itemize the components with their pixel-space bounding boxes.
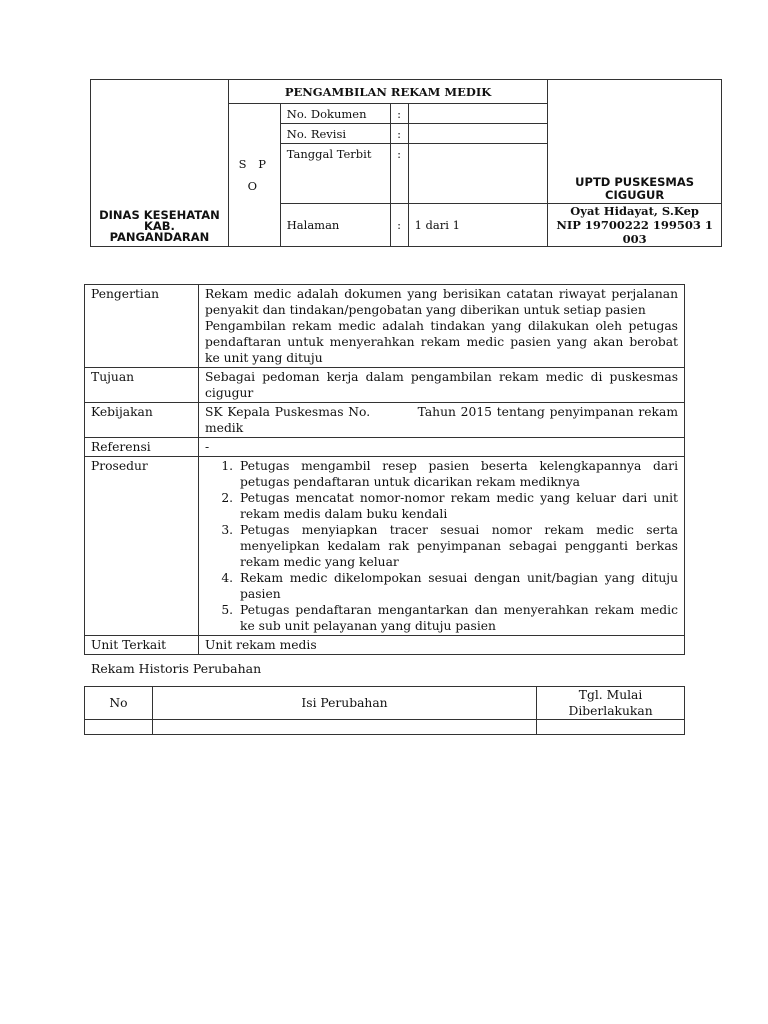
field-colon: :	[390, 124, 408, 144]
prosedur-step: 1. Petugas mengambil resep pasien beserta kelengkapannya dari petugas pendaftaran untuk dicarikan rekam mediknya	[237, 458, 678, 490]
field-value-no-revisi	[408, 124, 548, 144]
doc-title: PENGAMBILAN REKAM MEDIK	[228, 80, 547, 104]
spo-content-table	[84, 284, 685, 655]
field-colon: :	[390, 144, 408, 204]
value-kebijakan: SK Kepala Puskesmas No. Tahun 2015 tentang penyimpanan rekam medik	[199, 403, 685, 438]
right-org-line2: CIGUGUR	[605, 188, 665, 202]
right-org-line1: UPTD PUSKESMAS	[575, 175, 695, 189]
history-col-no: No	[85, 687, 153, 720]
field-label-tanggal-terbit: Tanggal Terbit	[280, 144, 390, 204]
row-tujuan	[85, 368, 685, 403]
history-table	[84, 686, 685, 735]
spo-cell	[228, 104, 280, 247]
field-label-no-revisi: No. Revisi	[280, 124, 390, 144]
history-cell	[537, 720, 685, 735]
row-prosedur	[85, 457, 685, 636]
prosedur-step: 2. Petugas mencatat nomor-nomor rekam medic yang keluar dari unit rekam medis dalam buku kendali	[237, 490, 678, 522]
field-value-halaman: 1 dari 1	[408, 204, 548, 247]
history-col-tgl	[537, 687, 685, 720]
value-tujuan: Sebagai pedoman kerja dalam pengambilan rekam medic di puskesmas cigugur	[199, 368, 685, 403]
history-cell	[85, 720, 153, 735]
label-unit-terkait: Unit Terkait	[85, 636, 199, 655]
prosedur-step: 4. Rekam medic dikelompokan sesuai dengan unit/bagian yang dituju pasien	[237, 570, 678, 602]
history-title: Rekam Historis Perubahan	[91, 661, 262, 676]
spo-line2: O	[247, 179, 262, 193]
spo-line1: S P	[238, 157, 270, 171]
value-prosedur	[199, 457, 685, 636]
field-label-halaman: Halaman	[280, 204, 390, 247]
left-org-line3: PANGANDARAN	[109, 230, 210, 244]
row-kebijakan	[85, 403, 685, 438]
field-colon: :	[390, 204, 408, 247]
history-col-tgl-line2: Diberlakukan	[568, 704, 653, 718]
row-referensi	[85, 438, 685, 457]
value-unit-terkait: Unit rekam medis	[199, 636, 685, 655]
row-unit-terkait	[85, 636, 685, 655]
value-pengertian	[199, 285, 685, 368]
left-org-line2: KAB.	[143, 219, 175, 233]
prosedur-step: 5. Petugas pendaftaran mengantarkan dan menyerahkan rekam medic ke sub unit pelayanan yang dituju pasien	[237, 602, 678, 634]
right-org-cell	[548, 80, 722, 204]
prosedur-step: 3. Petugas menyiapkan tracer sesuai nomor rekam medic serta menyelipkan kedalam rak penyimpanan sebagai pengganti berkas rekam medic yang keluar	[237, 522, 678, 570]
history-col-tgl-line1: Tgl. Mulai	[578, 688, 643, 702]
label-kebijakan: Kebijakan	[85, 403, 199, 438]
label-tujuan: Tujuan	[85, 368, 199, 403]
left-org-cell	[91, 80, 229, 247]
field-colon: :	[390, 104, 408, 124]
signer-nip: NIP 19700222 199503 1 003	[556, 218, 713, 246]
header-table	[90, 79, 722, 247]
signer-name: Oyat Hidayat, S.Kep	[570, 204, 699, 218]
label-prosedur: Prosedur	[85, 457, 199, 636]
history-empty-row	[85, 720, 685, 735]
value-referensi: -	[199, 438, 685, 457]
left-org-line1: DINAS KESEHATAN	[99, 208, 220, 222]
label-referensi: Referensi	[85, 438, 199, 457]
row-pengertian	[85, 285, 685, 368]
pengertian-paragraph-1: Rekam medic adalah dokumen yang berisikan catatan riwayat perjalanan penyakit dan tindakan/pengobatan yang diberikan untuk setiap pasien	[205, 287, 678, 317]
history-cell	[152, 720, 536, 735]
field-label-no-dokumen: No. Dokumen	[280, 104, 390, 124]
history-header-row	[85, 687, 685, 720]
signature-cell	[548, 204, 722, 247]
history-col-isi: Isi Perubahan	[152, 687, 536, 720]
label-pengertian: Pengertian	[85, 285, 199, 368]
prosedur-list	[205, 458, 678, 634]
field-value-no-dokumen	[408, 104, 548, 124]
field-value-tanggal-terbit	[408, 144, 548, 204]
pengertian-paragraph-2: Pengambilan rekam medic adalah tindakan yang dilakukan oleh petugas pendaftaran untuk menyerahkan rekam medic pasien yang akan berobat ke unit yang dituju	[205, 319, 678, 365]
